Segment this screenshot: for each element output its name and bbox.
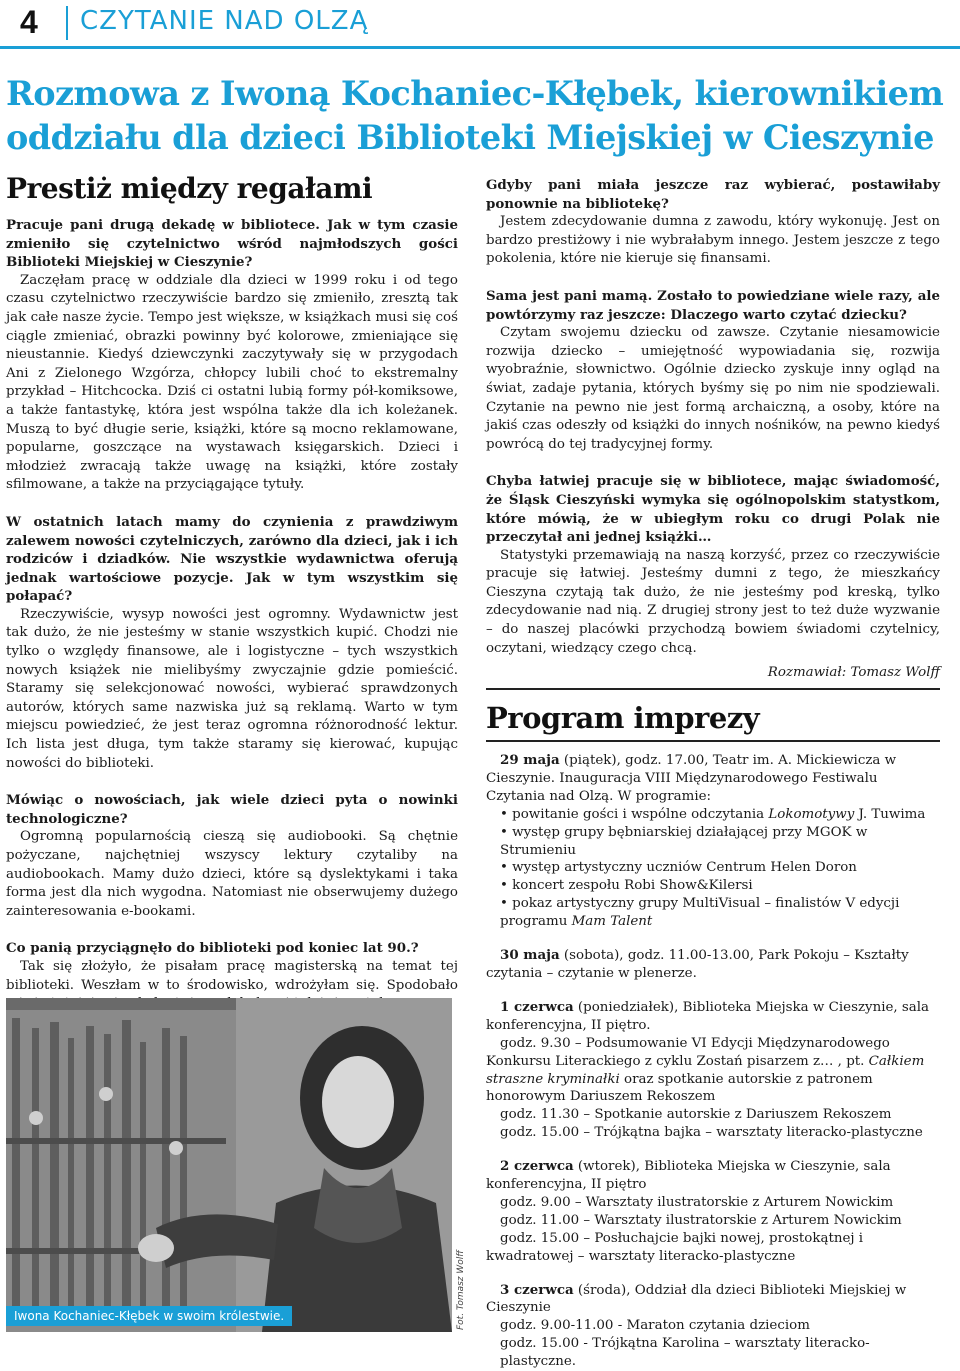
interview-answer: Statystyki przemawiają na naszą korzyść, przez co rzeczywiście pracuje się łatwiej. Jesteśmy dumni z tego, że mieszkańcy Cieszyna czytają tak dużo, że nie jesteśmy pod kreską, tylko zdecydowanie nad nią. Z drugiej strony jest to też duże wyzwanie – do naszej placówki przychodzą bowiem świadomi czytelnicy, oczytani, wiedzący czego chcą. — [486, 547, 940, 656]
bullet-text: J. Tuwima — [854, 806, 926, 822]
event-item-emphasis: Całkiem straszne kryminałki — [486, 1053, 925, 1087]
bullet-item: • występ artystyczny uczniów Centrum Helen Doron — [486, 859, 940, 877]
paragraph-gap — [6, 773, 458, 791]
article-title: Rozmowa z Iwoną Kochaniec-Kłębek, kierownikiem oddziału dla dzieci Biblioteki Miejskiej w Cieszynie — [6, 74, 944, 157]
photo-caption: Iwona Kochaniec-Kłębek w swoim królestwie. — [6, 1306, 292, 1326]
interview-answer: Czytam swojemu dziecku od zawsze. Czytanie niesamowicie rozwija dziecko – umiejętność wypowiadania się, rozwija wyobraźnie, słownictwo. Ogólnie dziecko zyskuje inny ogląd na świat, zadaje pytania, których byśmy się po nim nie spodziewali. Czytanie na pewno nie jest formą archaiczną, a osoby, które na jakiś czas odeszły od książki do innych nośników, na pewno kiedyś powrócą do tej tradycyjnej formy. — [486, 325, 940, 452]
program-heading: Program imprezy — [486, 701, 760, 735]
event-description: (poniedziałek), Biblioteka Miejska w Cieszynie, sala konferencyjna, II piętro. — [486, 999, 930, 1033]
interview-answer: Tak się złożyło, że pisałam pracę magisterską na temat tej biblioteki. Weszłam w to środowisko, wdrożyłam się. Spodobało — [6, 958, 458, 993]
program-event — [486, 999, 940, 1142]
paragraph-gap — [6, 495, 458, 513]
event-item-text: godz. 9.30 – Podsumowanie VI Edycji Międzynarodowego Konkursu Literackiego z cyklu Zostań pisarzem z… , pt. — [486, 1035, 890, 1069]
interview-answer: Zaczęłam pracę w oddziale dla dzieci w 1999 roku i od tego czasu czytelnictwo rzeczywiście bardzo się zmieniło, zresztą tak jak całe nasze życie. Tempo jest większe, w książkach musi się coś ciągle zmieniać, obrazki powinny być kolorowe, zmieniające się nieustannie. Kiedyś dziewczynki zaczytywały się w przygodach Ani z Zielonego Wzgórza, chłopcy lubili choć to ekstremalny przykład – Hitchcocka. Dziś ci ostatni lubią formy pół-komiksowe, a także fantastykę, która jest wspólna także dla ich koleżanek. Muszą to być długie serie, książki, które są mocno reklamowane, popularne, goszczące na wystawach księgarskich. Dzieci i młodzież zwracają także uwagę na książki, które zostały sfilmowane, a także na przyciągające tytuły. — [6, 272, 458, 493]
article-subtitle: Prestiż między regałami — [6, 172, 373, 205]
interview-question: Gdyby pani miała jeszcze raz wybierać, postawiłaby ponownie na bibliotekę? — [486, 177, 940, 212]
program-heading-wrap — [486, 700, 940, 736]
interview-answer: Rzeczywiście, wysyp nowości jest ogromny. Wydawnictw jest tak dużo, że nie jesteśmy w stanie wszystkich kupić. Chodzi nie tylko o względy finansowe, ale i logistyczne – tych wszystkich nowych książek nie mielibyśmy zwyczajnie gdzie pomieścić. Staramy się selekcjonować nowości, wybierać sprawdzonych autorów, których same nazwiska już są reklamą. Warto w tym miejscu powiedzieć, że jest teraz ogromna różnorodność lektur. Ich lista jest długa, tym także staramy się kierować, kupując nowości do biblioteki. — [6, 606, 458, 771]
event-item — [486, 1035, 940, 1107]
event-item: godz. 15.00 – Posłuchajcie bajki nowej, prostokątnej i kwadratowej – warsztaty literacko-plastyczne — [486, 1230, 864, 1264]
article-left-column — [6, 172, 458, 1014]
event-date: 29 maja — [500, 752, 560, 768]
event-line — [486, 947, 940, 983]
interview-signature: Rozmawiał: Tomasz Wolff — [767, 665, 940, 681]
event-item: godz. 11.00 – Warsztaty ilustratorskie z Arturem Nowickim — [500, 1212, 902, 1228]
program-rule-top — [486, 688, 940, 690]
event-bullets — [486, 806, 940, 931]
paragraph-gap — [486, 454, 940, 472]
event-description: (środa), Oddział dla dzieci Biblioteki Miejskiej w Cieszynie — [486, 1282, 907, 1316]
interview-question: Co panią przyciągnęło do biblioteki pod koniec lat 90.? — [6, 940, 419, 957]
bullet-text: powitanie gości i wspólne odczytania — [512, 806, 769, 822]
page-number: 4 — [20, 4, 38, 40]
photo-credit: Fot. Tomasz Wolff — [456, 1250, 466, 1330]
interview-question: Chyba łatwiej pracuje się w bibliotece, mając świadomość, że Śląsk Cieszyński wymyka się ogólnopolskim statystkom, które mówią, że w ubiegłym roku co drugi Polak nie przeczytał ani jednej książki… — [486, 473, 940, 546]
photo-illustration — [6, 998, 452, 1332]
portrait-photo — [6, 998, 452, 1332]
interview-answer: Jestem zdecydowanie dumna z zawodu, który wykonuję. Jest on bardzo prestiżowy i nie wybrałabym innego. Jestem jeszcze z tego pokolenia, które nie kieruje się finansami. — [486, 214, 940, 267]
event-item: godz. 9.00-11.00 - Maraton czytania dzieciom — [500, 1318, 810, 1334]
event-item: godz. 11.30 – Spotkanie autorskie z Dariuszem Rekoszem — [500, 1107, 892, 1123]
bullet-item: • występ grupy bębniarskiej działającej przy MGOK w Strumieniu — [486, 824, 940, 860]
event-item: godz. 15.00 – Trójkątna bajka – warsztaty literacko-plastyczne — [500, 1125, 923, 1141]
event-description: (piątek), godz. 17.00, Teatr im. A. Mickiewicza w Cieszynie. Inauguracja VIII Międzynarodowego Festiwalu Czytania nad Olzą. W programie: — [486, 753, 897, 804]
bullet-text: pokaz artystyczny grupy MultiVisual – finalistów V edycji programu — [500, 896, 900, 930]
program-rule-bottom — [486, 740, 940, 742]
interview-question: Mówiąc o nowościach, jak wiele dzieci pyta o nowinki technologiczne? — [6, 792, 458, 827]
paragraph-gap — [6, 921, 458, 939]
event-line — [486, 1282, 940, 1318]
section-title: CZYTANIE NAD OLZĄ — [80, 6, 369, 36]
bullet-emphasis: Lokomotywy — [768, 806, 855, 822]
event-description: (sobota), godz. 11.00-13.00, Park Pokoju – Kształty czytania – czytanie w plenerze. — [486, 948, 909, 981]
interview-question: W ostatnich latach mamy do czynienia z prawdziwym zalewem nowości czytelniczych, zarówno dla dzieci, jak i ich rodziców i dziadków. Nie wszystkie wydawnictwa oferują jednak wartościowe pozycje. Jak w tym wszystkim się połapać? — [6, 513, 458, 605]
interview-question: Pracuje pani drugą dekadę w bibliotece. Jak w tym czasie zmieniło się czytelnictwo wśród najmłodszych gości Biblioteki Miejskiej w Cieszynie? — [6, 217, 458, 271]
header-rule — [0, 46, 960, 49]
page-header — [0, 0, 960, 48]
event-date: 3 czerwca — [500, 1281, 574, 1298]
event-date: 30 maja — [500, 947, 560, 964]
event-item: godz. 9.00 – Warsztaty ilustratorskie z Arturem Nowickim — [500, 1194, 894, 1210]
event-line — [486, 999, 940, 1035]
program-list — [486, 752, 940, 1371]
program-event — [486, 947, 940, 983]
interview-question: Sama jest pani mamą. Zostało to powiedziane wiele razy, ale powtórzymy raz jeszcze: Dlaczego warto czytać dziecku? — [486, 287, 940, 323]
right-column-body — [486, 176, 940, 658]
bullet-emphasis: Mam Talent — [571, 914, 653, 930]
bullet-item: • koncert zespołu Robi Show&Kilersi — [486, 877, 940, 895]
event-date: 2 czerwca — [500, 1158, 574, 1175]
event-date: 1 czerwca — [500, 998, 574, 1015]
program-event — [486, 752, 940, 931]
event-description: (wtorek), Biblioteka Miejska w Cieszynie, sala konferencyjna, II piętro — [486, 1159, 891, 1193]
paragraph-gap — [486, 269, 940, 287]
event-item: godz. 15.00 - Trójkątna Karolina – warsztaty literacko-plastyczne. — [500, 1336, 870, 1370]
program-event — [486, 1158, 940, 1265]
event-line — [486, 1158, 940, 1194]
left-column-body — [6, 216, 458, 1014]
event-item-text: oraz spotkanie autorskie z patronem honorowym Dariuszem Rekoszem — [486, 1071, 873, 1105]
event-line — [486, 752, 940, 806]
bullet-item — [486, 895, 940, 931]
bullet-item — [486, 806, 940, 824]
program-event — [486, 1282, 940, 1371]
header-separator — [66, 6, 68, 40]
interview-answer: Ogromną popularnością cieszą się audiobooki. Są chętnie pożyczane, najchętniej wszyscy lektury czytaliby na audiobookach. Mamy dużo dzieci, które są dyslektykami i taka forma jest dla nich wygodna. Natomiast nie obserwujemy dużego zainteresowania e-bookami. — [6, 829, 458, 919]
article-right-column — [486, 176, 940, 683]
